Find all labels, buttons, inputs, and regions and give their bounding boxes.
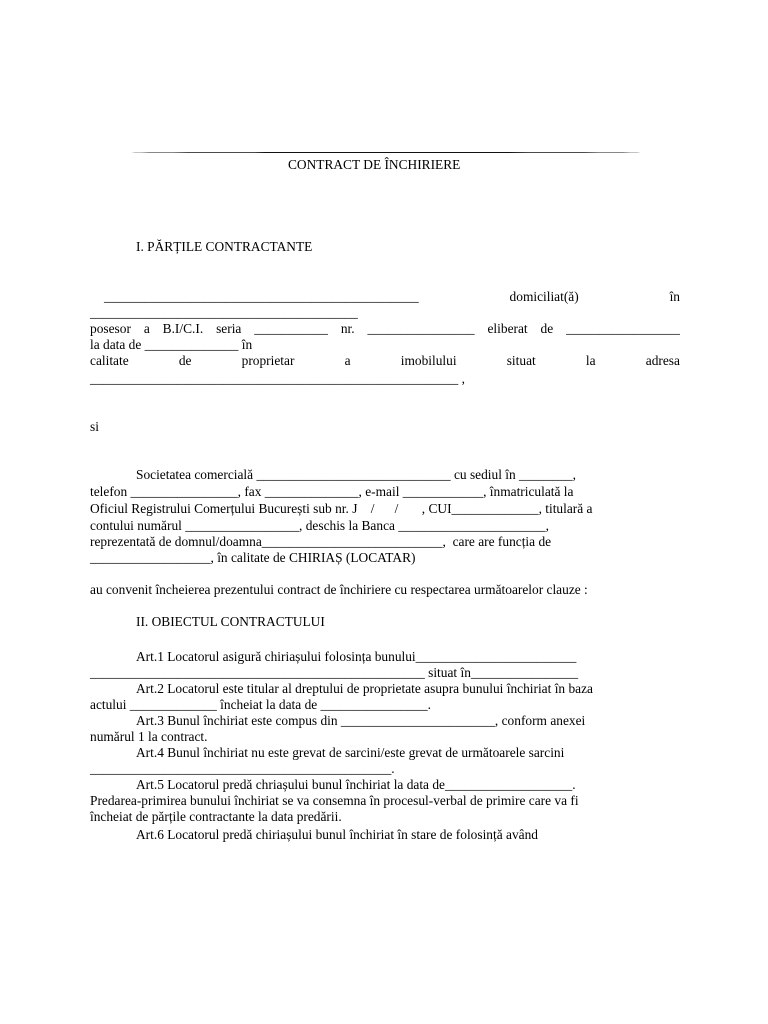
text-segment: în	[669, 289, 680, 304]
article-5-line-3: încheiat de părțile contractante la data predării.	[90, 809, 342, 824]
text-segment: proprietar	[241, 353, 295, 368]
company-line-6: __________________, în calitate de CHIRIAȘ (LOCATAR)	[90, 550, 416, 565]
parties-line-5	[90, 352, 680, 370]
document-title: CONTRACT DE ÎNCHIRIERE	[288, 157, 461, 172]
article-6-line-1: Art.6 Locatorul predă chiriașului bunul închiriat în stare de folosință având	[136, 827, 538, 842]
company-line-1: Societatea comercială _____________________________ cu sediul în ________,	[136, 467, 576, 482]
company-line-4: contului numărul _________________, deschis la Banca ______________________,	[90, 518, 549, 533]
article-4-line-1: Art.4 Bunul închiriat nu este grevat de sarcini/este grevat de următoarele sarcini	[136, 745, 565, 760]
article-3-line-2: numărul 1 la contract.	[90, 729, 208, 744]
text-segment: seria	[216, 321, 242, 336]
conjunction-si: si	[90, 419, 99, 434]
parties-line-4: la data de ______________ în	[90, 337, 253, 352]
parties-line-6: _______________________________________________________ ,	[90, 371, 465, 386]
company-line-2: telefon ________________, fax ______________, e-mail ____________, înmatriculată la	[90, 484, 574, 499]
article-2-line-2: actului _____________ încheiat la data de ________________.	[90, 697, 432, 712]
article-1-line-1: Art.1 Locatorul asigură chiriașului folosința bunului________________________	[136, 649, 577, 664]
text-segment: domiciliat(ă)	[509, 289, 579, 304]
article-3-line-1: Art.3 Bunul închiriat este compus din _______________________, conform anexei	[136, 713, 586, 728]
text-segment: situat	[506, 353, 536, 368]
parties-line-2: ________________________________________	[90, 305, 358, 320]
text-segment: adresa	[645, 353, 680, 368]
article-5-line-1: Art.5 Locatorul predă chriașului bunul închiriat la data de___________________.	[136, 777, 576, 792]
article-4-line-2: _____________________________________________.	[90, 761, 395, 776]
text-segment: de	[540, 321, 554, 336]
blank-field: ________________	[367, 321, 475, 336]
header-rule	[130, 152, 642, 153]
company-line-5: reprezentată de domnul/doamna___________________________, care are funcția de	[90, 534, 552, 549]
text-segment: B.I/C.I.	[162, 321, 204, 336]
article-2-line-1: Art.2 Locatorul este titular al dreptului de proprietate asupra bunului închiriat în baza	[136, 681, 593, 696]
blank-field: _________________	[566, 321, 680, 336]
blank-field: _______________________________________________	[104, 289, 419, 304]
text-segment: nr.	[340, 321, 355, 336]
text-segment: de	[178, 353, 192, 368]
text-segment: a	[344, 353, 351, 368]
text-segment: eliberat	[487, 321, 528, 336]
text-segment: a	[143, 321, 150, 336]
company-line-3: Oficiul Registrului Comerțului București sub nr. J / / , CUI_____________, titulară a	[90, 501, 593, 516]
agreement-statement: au convenit încheierea prezentului contract de închiriere cu respectarea următoarelor clauze :	[90, 582, 588, 597]
section-heading-parties: I. PĂRȚILE CONTRACTANTE	[136, 239, 313, 254]
blank-field: ___________	[254, 321, 328, 336]
text-segment: imobilului	[400, 353, 457, 368]
text-segment: la	[585, 353, 596, 368]
section-heading-object: II. OBIECTUL CONTRACTULUI	[136, 614, 325, 629]
article-1-line-2: __________________________________________________ situat în________________	[90, 665, 579, 680]
article-5-line-2: Predarea-primirea bunului închiriat se va consemna în procesul-verbal de primire care va fi	[90, 793, 579, 808]
text-segment: calitate	[90, 353, 129, 368]
text-segment: posesor	[90, 321, 131, 336]
